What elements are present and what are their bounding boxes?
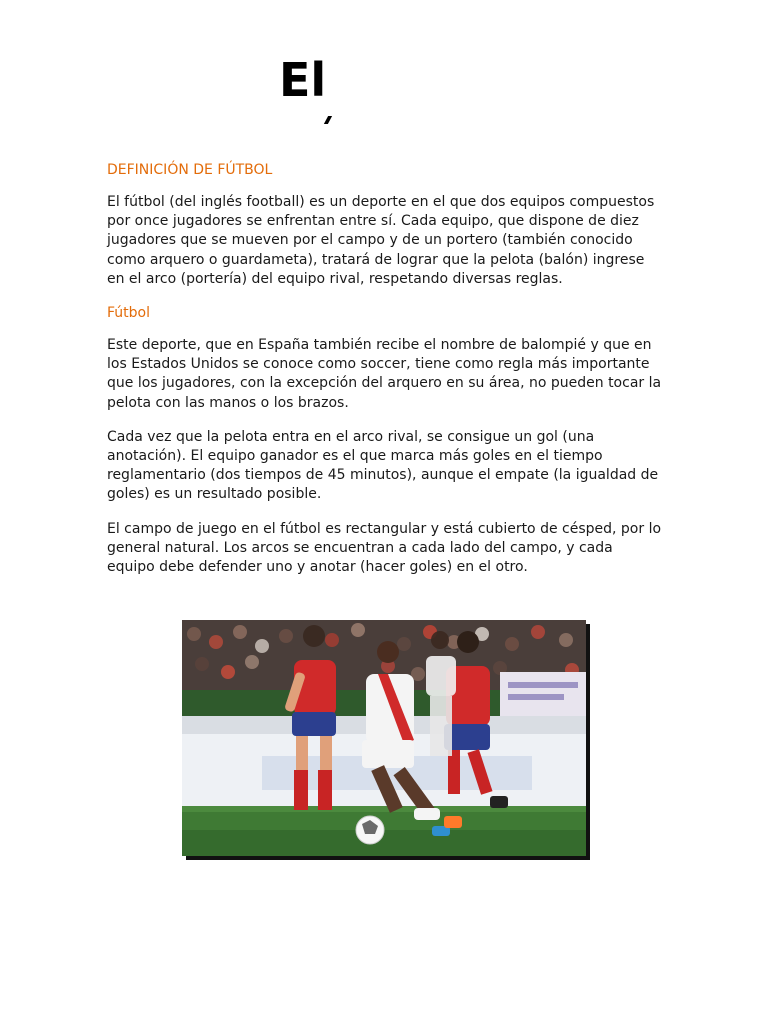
- document-body: [107, 158, 663, 592]
- title-area: [0, 52, 768, 124]
- document-title: El: [279, 53, 327, 107]
- soccer-match-photo: [182, 620, 586, 856]
- paragraph-definicion: El fútbol (del inglés football) es un deporte en el que dos equipos compuestos por once jugadores se enfrentan entre sí. Cada equipo, que dispone de diez jugadores que se mueven por el campo y de un portero (también conocido como arquero o guardameta), tratará de lograr que la pelota (balón) ingrese en el arco (portería) del equipo rival, respetando diversas reglas.: [107, 194, 655, 287]
- paragraph-campo: El campo de juego en el fútbol es rectangular y está cubierto de césped, por lo general natural. Los arcos se encuentran a cada lado del campo, y cada equipo debe defender uno y anotar (hacer goles) en el otro.: [107, 520, 662, 576]
- paragraph-balompie: Este deporte, que en España también recibe el nombre de balompié y que en los Estados Unidos se conoce como soccer, tiene como regla más importante que los jugadores, con la excepción del arquero en su área, no pueden tocar la pelota con las manos o los brazos.: [107, 337, 662, 411]
- section-heading-futbol: Fútbol: [107, 305, 150, 322]
- title-accent-mark: [324, 116, 332, 124]
- paragraph-gol: Cada vez que la pelota entra en el arco rival, se consigue un gol (una anotación). El equipo ganador es el que marca más goles en el tiempo reglamentario (dos tiempos de 45 minutos), aunque el empate (la igualdad de goles) es un resultado posible.: [107, 428, 659, 503]
- section-heading-definicion: DEFINICIÓN DE FÚTBOL: [107, 162, 273, 178]
